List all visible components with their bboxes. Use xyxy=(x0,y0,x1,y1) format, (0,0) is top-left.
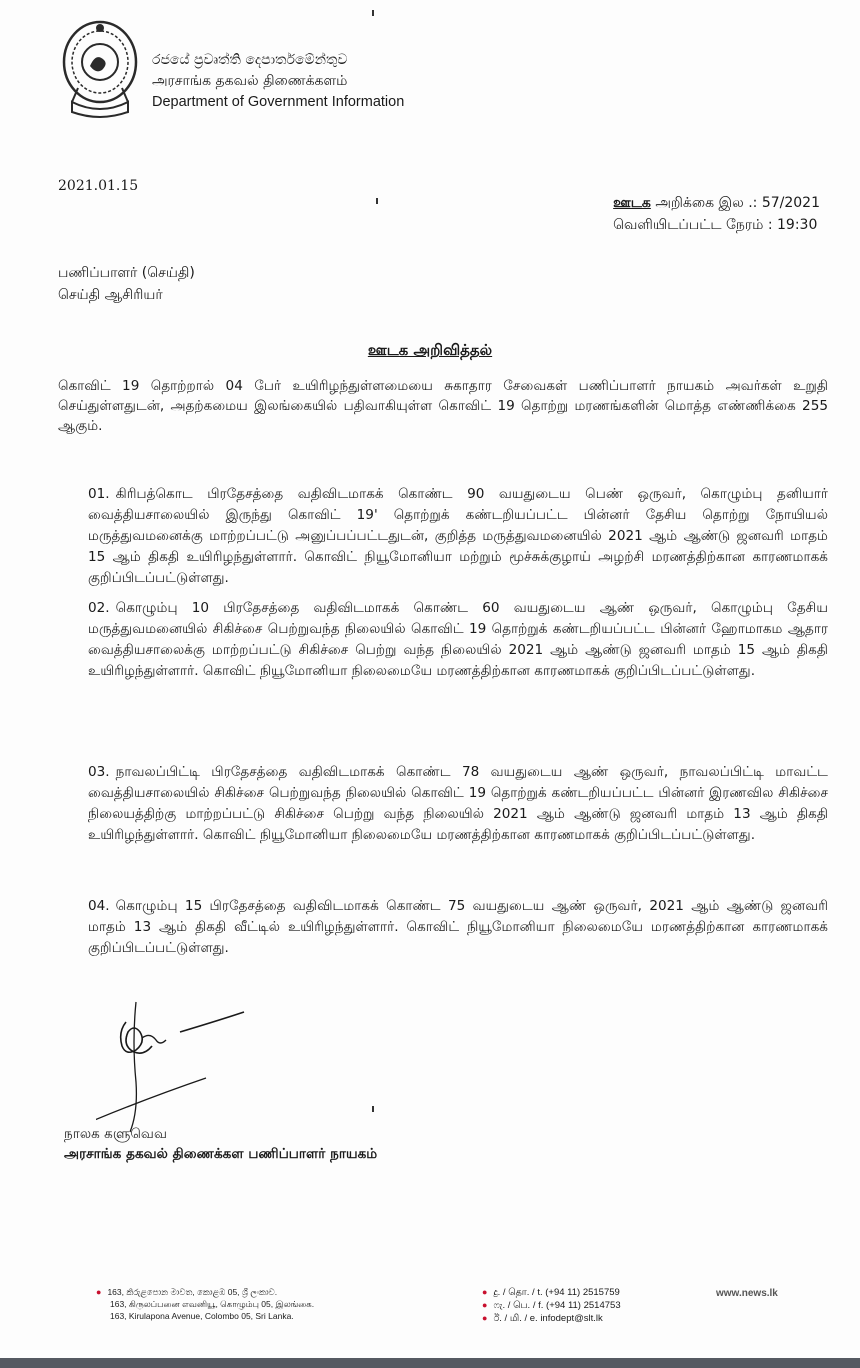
bullet-icon: ● xyxy=(96,1287,102,1297)
organization-name xyxy=(152,50,404,113)
case-item xyxy=(88,598,828,682)
case-text: நாவலப்பிட்டி பிரதேசத்தை வதிவிடமாகக் கொண்ட 78 வயதுடைய ஆண் ஒருவர், நாவலப்பிட்டி மாவட்ட வைத்தியசாலையில் சிகிச்சை பெற்றுவந்த நிலையில் கொவிட் 19 தொற்றுக் கண்டறியப்பட்ட பின்னர் இரணவில சிகிச்சை நிலையத்திற்கு மாற்றப்பட்டு சிகிச்சை பெற்று வந்த நிலையில் 2021 ஆம் ஆண்டு ஜனவரி மாதம் 13 ஆம் திகதி உயிரிழந்துள்ளார். கொவிட் நியூமோனியா நிலைமையே மரணத்திற்கான காரணமாகக் குறிப்பிடப்பட்டுள்ளது. xyxy=(88,764,828,843)
signatory-title: அரசாங்க தகவல் திணைக்கள பணிப்பாளர் நாயகம் xyxy=(64,1146,378,1162)
fax-icon: ● xyxy=(482,1300,488,1310)
org-name-sinhala: රජයේ ප්‍රවෘත්ති දෙපාර්තමේන්තුව xyxy=(152,52,348,68)
website-link[interactable]: www.news.lk xyxy=(716,1288,778,1299)
case-number: 04. xyxy=(88,898,110,914)
case-text: கிரிபத்கொட பிரதேசத்தை வதிவிடமாகக் கொண்ட 90 வயதுடைய பெண் ஒருவர், கொழும்பு தனியார் வைத்தியசாலையில் இருந்து கொவிட் 19' தொற்றுக் கண்டறியப்பட்ட பின்னர் தேசிய தொற்று நோயியல் மருத்துவமனைக்கு மாற்றப்பட்டு அனுப்பப்பட்டதுடன், குறித்த மருத்துவமனையில் 2021 ஆம் ஆண்டு ஜனவரி மாதம் 15 ஆம் திகதி உயிரிழந்துள்ளார். கொவிட் நியூமோனியா மற்றும் மூச்சுக்குழாய் அழற்சி மரணத்திற்கான காரணமாகக் குறிப்பிடப்பட்டுள்ளது. xyxy=(88,486,828,586)
email-icon: ● xyxy=(482,1313,488,1323)
release-number: அறிக்கை இல .: 57/2021 xyxy=(655,195,820,211)
handwritten-signature xyxy=(96,992,256,1142)
case-item xyxy=(88,484,828,589)
release-number-line xyxy=(613,192,820,214)
scan-mark xyxy=(376,198,378,204)
media-label: ஊடக xyxy=(613,195,651,211)
address-tamil: 163, கிருலப்பனை எவனியூ, கொழும்பு 05, இலங்கை. xyxy=(110,1299,315,1309)
footer-contact xyxy=(482,1286,621,1325)
release-time: வெளியிடப்பட்ட நேரம் : 19:30 xyxy=(613,217,818,233)
org-name-tamil: அரசாங்க தகவல் திணைக்களம் xyxy=(152,73,348,89)
case-number: 02. xyxy=(88,600,110,616)
case-text: கொழும்பு 10 பிரதேசத்தை வதிவிடமாகக் கொண்ட 60 வயதுடைய ஆண் ஒருவர், கொழும்பு தேசிய மருத்துவமனையில் சிகிச்சை பெற்றுவந்த நிலையில் கொவிட் 19 தொற்றுக் கண்டறியப்பட்ட பின்னர் ஹோமாகம ஆதார வைத்தியசாலைக்கு மாற்றப்பட்டு சிகிச்சை பெற்று வந்த நிலையில் 2021 ஆம் ஆண்டு ஜனவரி மாதம் 15 ஆம் திகதி உயிரிழந்துள்ளார். கொவிட் நியூமோனியா நிலைமையே மரணத்திற்கான காரணமாகக் குறிப்பிடப்பட்டுள்ளது. xyxy=(88,600,828,679)
signatory-name: நாலக களுவெவ xyxy=(64,1126,167,1142)
release-reference xyxy=(613,192,820,236)
scan-mark xyxy=(372,1106,374,1112)
fax-line: ● ෆැ. / பெ. / f. (+94 11) 2514753 xyxy=(482,1300,621,1311)
recipient-line-1: பணிப்பாளர் (செய்தி) xyxy=(58,265,195,281)
case-item xyxy=(88,762,828,846)
address-sinhala: ● 163, කිරුළපොන මාවත, කොළඹ 05, ශ්‍රී ලංකාව. xyxy=(96,1287,278,1297)
bottom-strip xyxy=(0,1358,860,1368)
release-date: 2021.01.15 xyxy=(58,178,139,194)
telephone-line: ● දු. / தொ. / t. (+94 11) 2515759 xyxy=(482,1287,620,1298)
footer-address xyxy=(96,1286,314,1322)
case-item xyxy=(88,896,828,959)
document-title: ஊடக அறிவித்தல் xyxy=(367,341,493,359)
recipient-block xyxy=(58,262,195,306)
email-link[interactable]: infodept@slt.lk xyxy=(540,1313,603,1324)
case-text: கொழும்பு 15 பிரதேசத்தை வதிவிடமாகக் கொண்ட 75 வயதுடைய ஆண் ஒருவர், 2021 ஆம் ஆண்டு ஜனவரி மாதம் 13 ஆம் திகதி வீட்டில் உயிரிழந்துள்ளார். கொவிட் நியூமோனியா நிலைமையே மரணத்திற்கான காரணமாகக் குறிப்பிடப்பட்டுள்ளது. xyxy=(88,898,828,956)
phone-icon: ● xyxy=(482,1287,488,1297)
org-name-english: Department of Government Information xyxy=(152,94,405,110)
scan-mark xyxy=(372,10,374,16)
sri-lanka-emblem-icon xyxy=(58,18,142,120)
intro-paragraph: கொவிட் 19 தொற்றால் 04 பேர் உயிரிழந்துள்ளமையை சுகாதார சேவைகள் பணிப்பாளர் நாயகம் அவர்கள் உறுதி செய்துள்ளதுடன், அதற்கமைய இலங்கையில் பதிவாகியுள்ள கொவிட் 19 தொற்று மரணங்களின் மொத்த எண்ணிக்கை 255 ஆகும். xyxy=(58,378,828,434)
case-number: 03. xyxy=(88,764,110,780)
address-english: 163, Kirulapona Avenue, Colombo 05, Sri Lanka. xyxy=(110,1311,294,1321)
email-line: ● ඊ. / மி. / e. infodept@slt.lk xyxy=(482,1313,603,1324)
signatory-block xyxy=(64,1124,377,1164)
case-number: 01. xyxy=(88,486,110,502)
recipient-line-2: செய்தி ஆசிரியர் xyxy=(58,287,163,303)
